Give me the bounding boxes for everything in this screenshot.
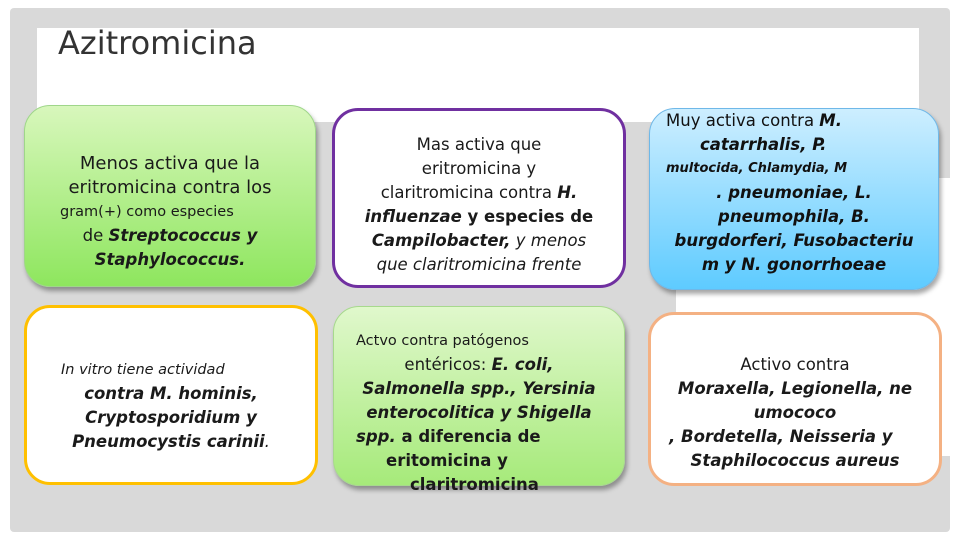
box-line	[335, 181, 623, 205]
text-fragment: Campilobacter,	[371, 231, 511, 250]
box-line	[650, 109, 938, 133]
text-fragment: Muy activa contra	[666, 111, 820, 130]
box-line: claritromicina	[410, 475, 539, 494]
box-line: eritromicina y	[421, 159, 537, 178]
box-line: enterocolitica y Shigella	[366, 403, 592, 422]
haemophilus-box	[332, 108, 626, 288]
box-line: Staphilococcus aureus	[690, 451, 900, 470]
atypical-box	[649, 108, 939, 290]
slide-title: Azitromicina	[58, 24, 257, 62]
box-line: umococo	[753, 403, 837, 422]
box-line: Activo contra	[740, 355, 850, 374]
box-line: eritromicina contra los	[68, 177, 272, 198]
box-line	[25, 224, 315, 248]
box-line: Actvo contra patógenos	[356, 333, 529, 349]
text-fragment: Streptococcus y	[108, 226, 258, 245]
box-line: gram(+) como especies	[60, 204, 234, 220]
box-line: Mas activa que	[416, 135, 542, 154]
box-line: Moraxella, Legionella, ne	[677, 379, 913, 398]
box-line: Menos activa que la	[79, 153, 261, 174]
box-line: eritomicina y	[386, 451, 508, 470]
gram-positive-box	[24, 105, 316, 287]
text-fragment: y especies de	[461, 207, 594, 226]
box-line: In vitro tiene actividad	[61, 362, 225, 378]
text-fragment: de	[82, 226, 109, 245]
box-line: catarrhalis, P.	[700, 135, 827, 154]
enteric-box	[333, 306, 625, 494]
box-line: multocida, Chlamydia, M	[666, 161, 848, 176]
box-line	[334, 353, 624, 377]
box-line	[335, 229, 623, 253]
text-fragment: H.	[557, 183, 578, 202]
text-fragment: y menos	[510, 231, 587, 250]
box-line: Cryptosporidium y	[85, 408, 257, 427]
box-line: Salmonella spp., Yersinia	[362, 379, 596, 398]
text-fragment: spp.	[356, 427, 396, 446]
box-line	[334, 425, 624, 449]
text-fragment: entéricos:	[404, 355, 492, 374]
text-fragment: M.	[819, 111, 842, 130]
box-line: . pneumoniae, L.	[716, 183, 872, 202]
box-line	[335, 205, 623, 229]
other-pathogens-box	[648, 312, 942, 486]
text-fragment: claritromicina contra	[380, 183, 558, 202]
text-fragment: a diferencia de	[395, 427, 541, 446]
box-line: burgdorferi, Fusobacteriu	[674, 231, 914, 250]
text-fragment: influenzae	[364, 207, 462, 226]
box-line: Staphylococcus.	[94, 250, 246, 269]
in-vitro-box	[24, 305, 318, 485]
box-line: que claritromicina frente	[376, 255, 582, 274]
box-line: pneumophila, B.	[718, 207, 870, 226]
box-line: m y N. gonorrhoeae	[701, 255, 887, 274]
box-line: contra M. hominis,	[84, 384, 258, 403]
box-line: , Bordetella, Neisseria y	[669, 427, 893, 446]
box-line	[27, 430, 315, 454]
text-fragment: .	[264, 432, 270, 451]
text-fragment: Pneumocystis carinii	[72, 432, 265, 451]
text-fragment: E. coli,	[491, 355, 554, 374]
